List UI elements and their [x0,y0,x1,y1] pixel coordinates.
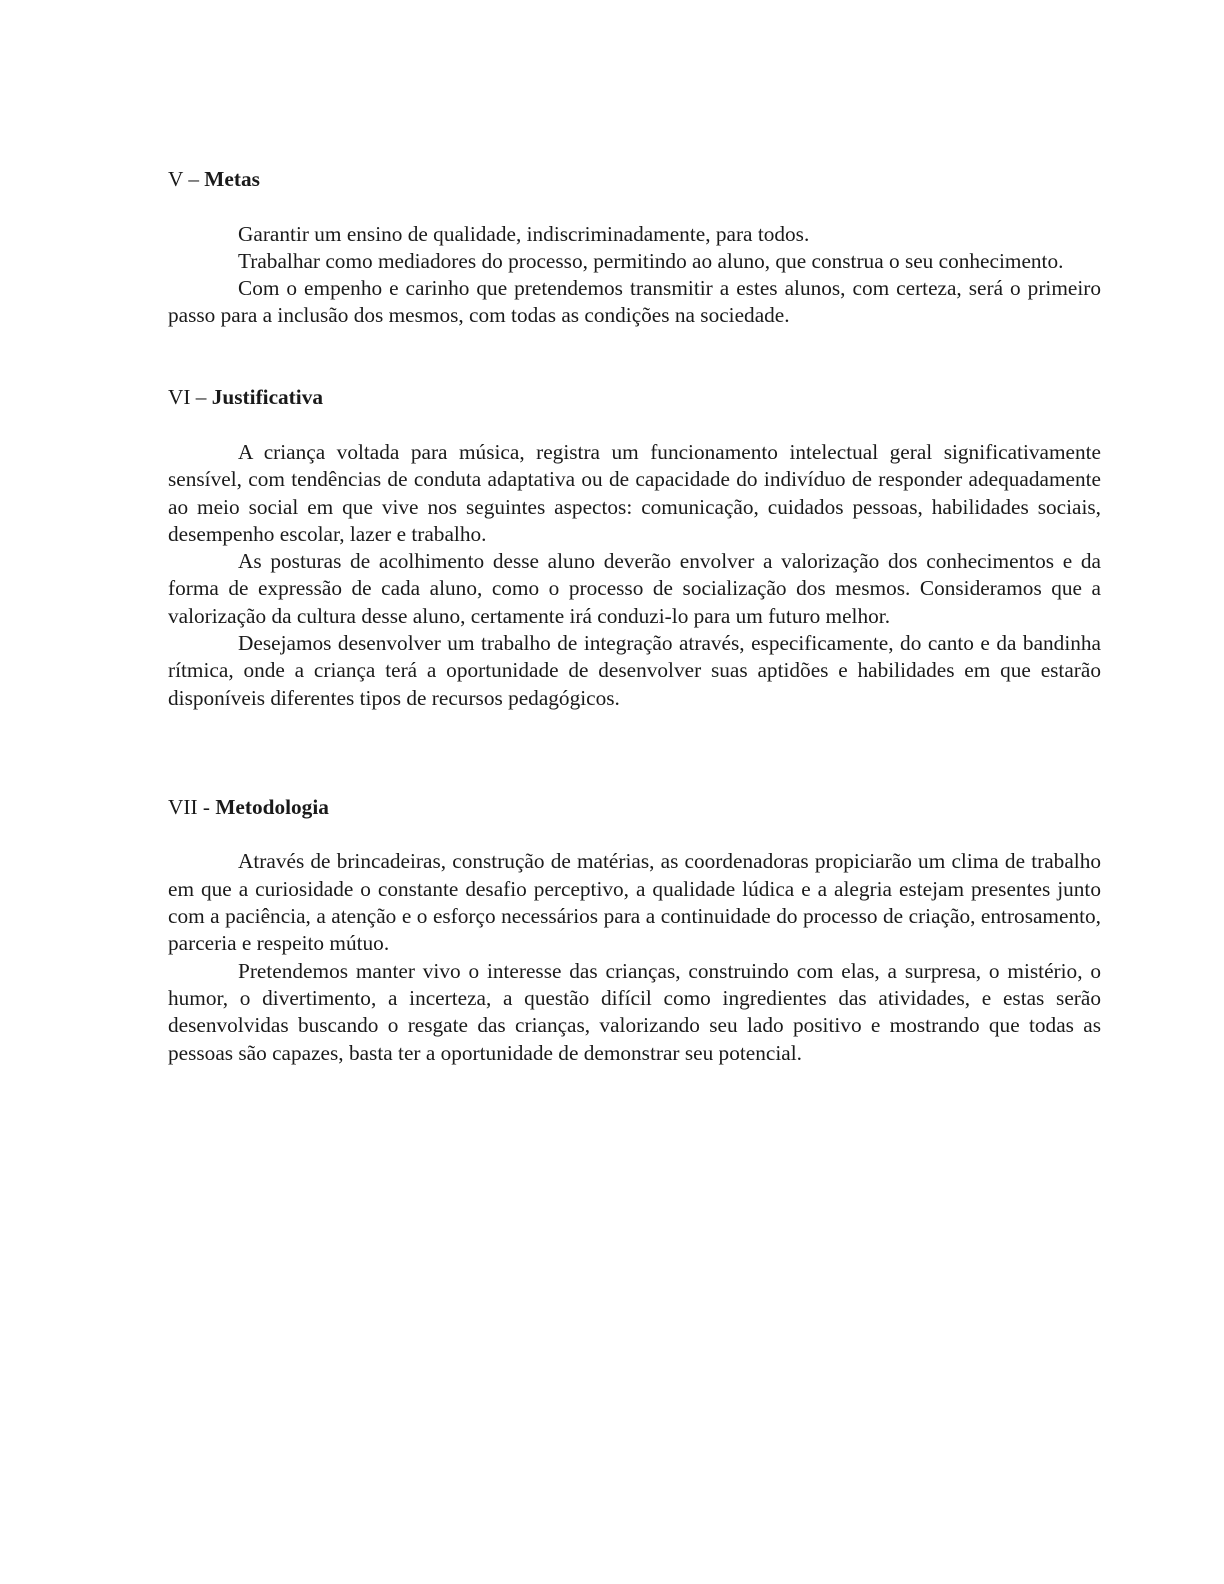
spacer [168,712,1101,794]
paragraph: Pretendemos manter vivo o interesse das crianças, construindo com elas, a surpresa, o mistério, o humor, o divertimento, a incerteza, a questão difícil como ingredientes das atividades, e estas serão desenvolvidas buscando o resgate das crianças, valorizando seu lado positivo e mostrando que todas as pessoas são capazes, basta ter a oportunidade de demonstrar seu potencial. [168,958,1101,1065]
section-number: VII - [168,794,210,819]
document-page [168,166,1101,1067]
section-body [168,221,1101,330]
paragraph: Desejamos desenvolver um trabalho de integração através, especificamente, do canto e da bandinha rítmica, onde a criança terá a oportunidade de desenvolver suas aptidões e habilidades em que estarão disponíveis diferentes tipos de recursos pedagógicos. [168,631,1101,710]
paragraph: Através de brincadeiras, construção de matérias, as coordenadoras propiciarão um clima de trabalho em que a curiosidade o constante desafio perceptivo, a qualidade lúdica e a alegria estejam presentes junto com a paciência, a atenção e o esforço necessários para a continuidade do processo de criação, entrosamento, parceria e respeito mútuo. [168,849,1101,956]
spacer [168,330,1101,385]
section-body [168,439,1101,712]
section-number: V – [168,167,199,191]
section-metas [168,166,1101,330]
section-metodologia [168,794,1101,1067]
paragraph: Com o empenho e carinho que pretendemos transmitir a estes alunos, com certeza, será o primeiro passo para a inclusão dos mesmos, com todas as condições na sociedade. [168,276,1101,328]
section-title: Metas [204,167,260,191]
section-heading [168,166,1101,193]
paragraph: A criança voltada para música, registra um funcionamento intelectual geral significativamente sensível, com tendências de conduta adaptativa ou de capacidade do indivíduo de responder adequadamente ao meio social em que vive nos seguintes aspectos: comunicação, cuidados pessoas, habilidades sociais, desempenho escolar, lazer e trabalho. [168,439,1101,546]
paragraph: Garantir um ensino de qualidade, indiscriminadamente, para todos. [238,221,810,246]
section-title: Metodologia [215,794,329,819]
section-body [168,848,1101,1066]
section-heading [168,794,1101,821]
section-heading [168,384,1101,411]
section-number: VI – [168,385,207,410]
section-justificativa [168,384,1101,712]
section-title: Justificativa [211,385,323,410]
paragraph: As posturas de acolhimento desse aluno deverão envolver a valorização dos conhecimentos e da forma de expressão de cada aluno, como o processo de socialização dos mesmos. Consideramos que a valorização da cultura desse aluno, certamente irá conduzi-lo para um futuro melhor. [168,549,1101,628]
paragraph: Trabalhar como mediadores do processo, permitindo ao aluno, que construa o seu conhecimento. [238,248,1064,273]
